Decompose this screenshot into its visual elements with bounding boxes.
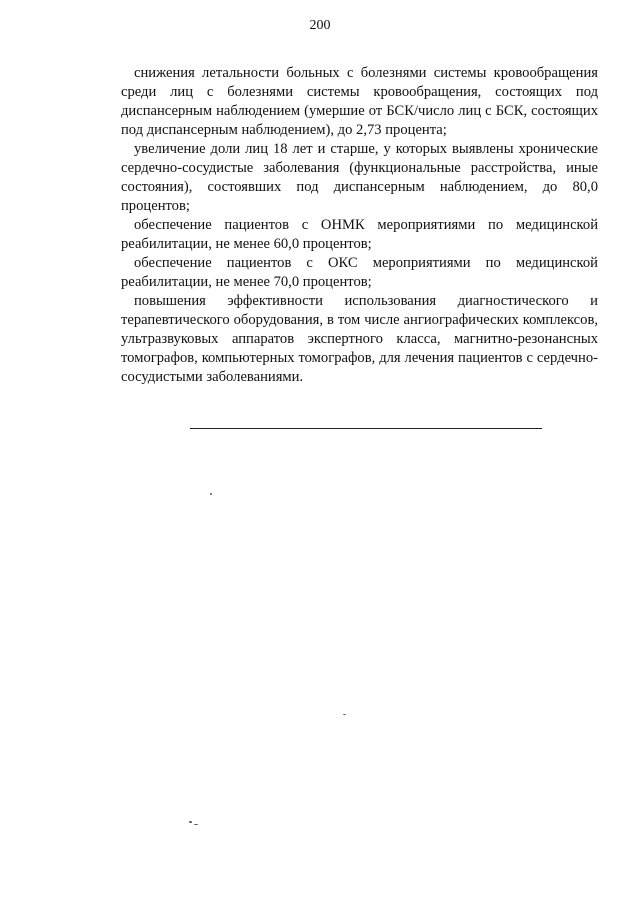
paragraph-dispensary-observation: увеличение доли лиц 18 лет и старше, у которых выявлены хронические сердечно-сосудистые заболевания (функциональные расстройства, иные состояния), состоявших под диспансерным наблюдением, до 80,0 процентов; bbox=[121, 141, 598, 214]
paragraph-onmk-rehabilitation: обеспечение пациентов с ОНМК мероприятиями по медицинской реабилитации, не менее 60,0 процентов; bbox=[121, 217, 598, 252]
scan-speck bbox=[189, 821, 192, 823]
end-divider-line bbox=[190, 428, 542, 429]
document-body bbox=[121, 64, 598, 387]
page-number: 200 bbox=[309, 18, 331, 33]
scan-speck bbox=[194, 824, 198, 825]
scan-speck bbox=[343, 714, 346, 715]
paragraph-mortality-reduction: снижения летальности больных с болезнями системы кровообращения среди лиц с болезнями системы кровообращения, состоящих под диспансерным наблюдением (умершие от БСК/число лиц с БСК, состоящих под диспансерным наблюдением), до 2,73 процента; bbox=[121, 65, 598, 138]
scan-speck bbox=[210, 493, 212, 495]
paragraph-equipment-efficiency: повышения эффективности использования диагностического и терапевтического оборудования, в том числе ангиографических комплексов, ультразвуковых аппаратов экспертного класса, магнитно-резонансных томографов, компьютерных томографов, для лечения пациентов с сердечно-сосудистыми заболеваниями. bbox=[121, 293, 598, 385]
paragraph-oks-rehabilitation: обеспечение пациентов с ОКС мероприятиями по медицинской реабилитации, не менее 70,0 процентов; bbox=[121, 255, 598, 290]
